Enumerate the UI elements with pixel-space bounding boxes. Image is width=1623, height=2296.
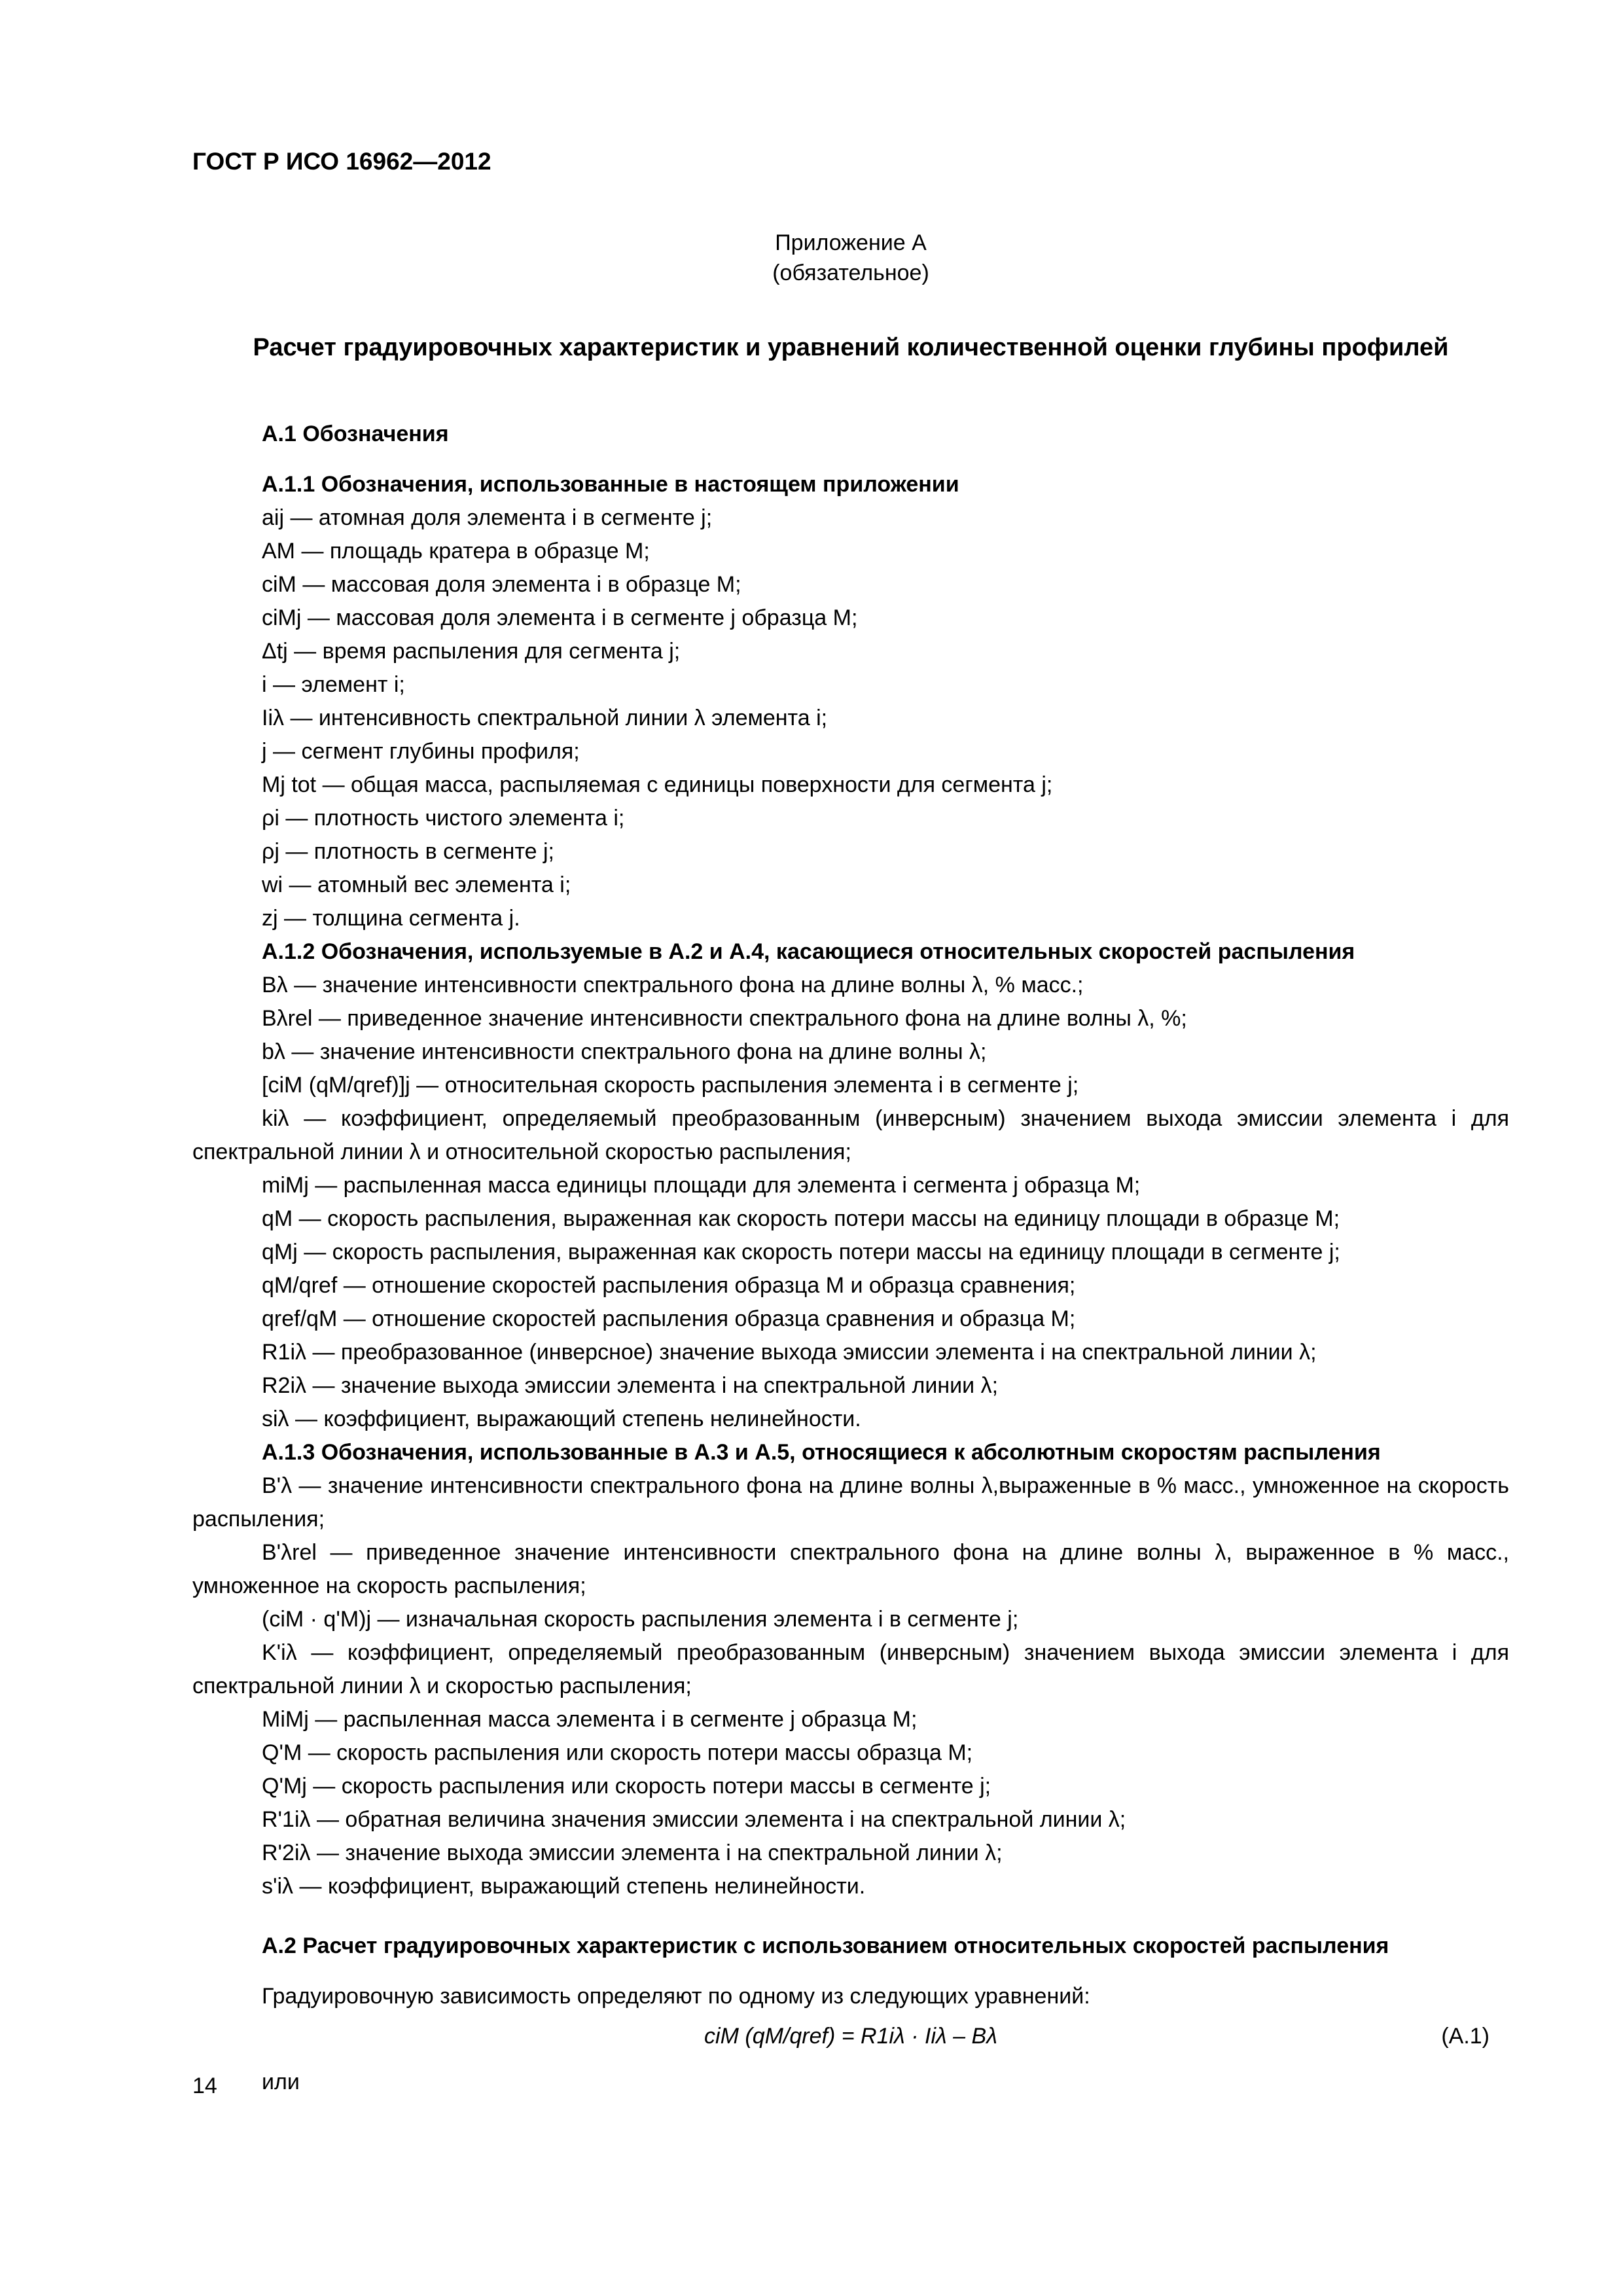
definition-item: wi — атомный вес элемента i;	[262, 872, 571, 897]
document-body	[192, 418, 1509, 2099]
section-heading-a2: А.2 Расчет градуировочных характеристик с использованием относительных скоростей распыления	[262, 1933, 1389, 1958]
definition-item: K'iλ — коэффициент, определяемый преобразованным (инверсным) значением выхода эмиссии элемента i для спектральной линии λ и скоростью распыления;	[192, 1640, 1509, 1698]
definition-item: aij — атомная доля элемента i в сегменте j;	[262, 505, 713, 530]
definition-item: R'1iλ — обратная величина значения эмиссии элемента i на спектральной линии λ;	[262, 1807, 1126, 1832]
section-heading-a1: А.1 Обозначения	[262, 422, 449, 446]
definition-item: siλ — коэффициент, выражающий степень нелинейности.	[262, 1407, 861, 1431]
definition-item: qref/qM — отношение скоростей распыления образца сравнения и образца M;	[262, 1306, 1076, 1331]
definition-item: AM — площадь кратера в образце M;	[262, 539, 650, 564]
annex-status: (обязательное)	[772, 260, 929, 285]
section-heading-a11: А.1.1 Обозначения, использованные в настоящем приложении	[262, 472, 959, 497]
definition-item: B'λrel — приведенное значение интенсивности спектрального фона на длине волны λ, выраженное в % масс., умноженное на скорость распыления;	[192, 1540, 1509, 1598]
definition-item: R'2iλ — значение выхода эмиссии элемента i на спектральной линии λ;	[262, 1840, 1003, 1865]
definition-item: MiMj — распыленная масса элемента i в сегменте j образца M;	[262, 1707, 918, 1732]
definition-item: ρi — плотность чистого элемента i;	[262, 806, 625, 831]
annex-title: Расчет градуировочных характеристик и уравнений количественной оценки глубины профилей	[253, 334, 1449, 361]
definition-item: (ciM · q'M)j — изначальная скорость распыления элемента i в сегменте j;	[262, 1607, 1019, 1632]
definition-item: bλ — значение интенсивности спектрального фона на длине волны λ;	[262, 1039, 987, 1064]
definition-item: Q'M — скорость распыления или скорость потери массы образца M;	[262, 1740, 973, 1765]
definition-item: Iiλ — интенсивность спектральной линии λ элемента i;	[262, 706, 828, 730]
or-connector: или	[262, 2070, 300, 2094]
equation-formula: ciM (qM/qref) = R1iλ · Iiλ – Bλ	[704, 2024, 997, 2049]
definition-item: ciMj — массовая доля элемента i в сегменте j образца M;	[262, 605, 858, 630]
definition-item: kiλ — коэффициент, определяемый преобразованным (инверсным) значением выхода эмиссии элемента i для спектральной линии λ и относительной скоростью распыления;	[192, 1106, 1509, 1164]
definition-item: s'iλ — коэффициент, выражающий степень нелинейности.	[262, 1874, 866, 1899]
definition-item: zj — толщина сегмента j.	[262, 906, 520, 931]
definition-item: ciM — массовая доля элемента i в образце M;	[262, 572, 741, 597]
definition-item: R2iλ — значение выхода эмиссии элемента i на спектральной линии λ;	[262, 1373, 999, 1398]
definition-item: j — сегмент глубины профиля;	[262, 739, 580, 764]
equation-number: (А.1)	[1441, 2024, 1489, 2049]
annex-label: Приложение А	[775, 230, 927, 255]
definition-item: miMj — распыленная масса единицы площади для элемента i сегмента j образца M;	[262, 1173, 1141, 1198]
definition-item: Q'Mj — скорость распыления или скорость потери массы в сегменте j;	[262, 1774, 991, 1799]
definition-item: Δtj — время распыления для сегмента j;	[262, 639, 681, 664]
a2-intro: Градуировочную зависимость определяют по одному из следующих уравнений:	[262, 1984, 1090, 2009]
section-heading-a13: А.1.3 Обозначения, использованные в А.3 и А.5, относящиеся к абсолютным скоростям распыления	[262, 1440, 1381, 1465]
definition-item: [ciM (qM/qref)]j — относительная скорость распыления элемента i в сегменте j;	[262, 1073, 1079, 1098]
definition-item: ρj — плотность в сегменте j;	[262, 839, 554, 864]
definition-item: i — элемент i;	[262, 672, 405, 697]
annex-heading	[192, 228, 1509, 288]
equation-a1	[192, 2020, 1509, 2059]
definition-item: Bλ — значение интенсивности спектрального фона на длине волны λ, % масс.;	[262, 973, 1084, 997]
definition-item: R1iλ — преобразованное (инверсное) значение выхода эмиссии элемента i на спектральной линии λ;	[262, 1340, 1317, 1365]
definition-item: qM — скорость распыления, выраженная как скорость потери массы на единицу площади в образце M;	[262, 1206, 1340, 1231]
definition-item: qM/qref — отношение скоростей распыления образца M и образца сравнения;	[262, 1273, 1076, 1298]
definition-item: qMj — скорость распыления, выраженная как скорость потери массы на единицу площади в сегменте j;	[262, 1240, 1340, 1265]
definition-item: B'λ — значение интенсивности спектрального фона на длине волны λ,выраженные в % масс., умноженное на скорость распыления;	[192, 1473, 1509, 1532]
section-heading-a12: А.1.2 Обозначения, используемые в А.2 и А.4, касающиеся относительных скоростей распыления	[262, 939, 1355, 964]
page-number: 14	[192, 2073, 217, 2098]
definition-item: Mj tot — общая масса, распыляемая с единицы поверхности для сегмента j;	[262, 772, 1053, 797]
definition-item: Bλrel — приведенное значение интенсивности спектрального фона на длине волны λ, %;	[262, 1006, 1187, 1031]
standard-code: ГОСТ Р ИСО 16962—2012	[192, 148, 491, 175]
